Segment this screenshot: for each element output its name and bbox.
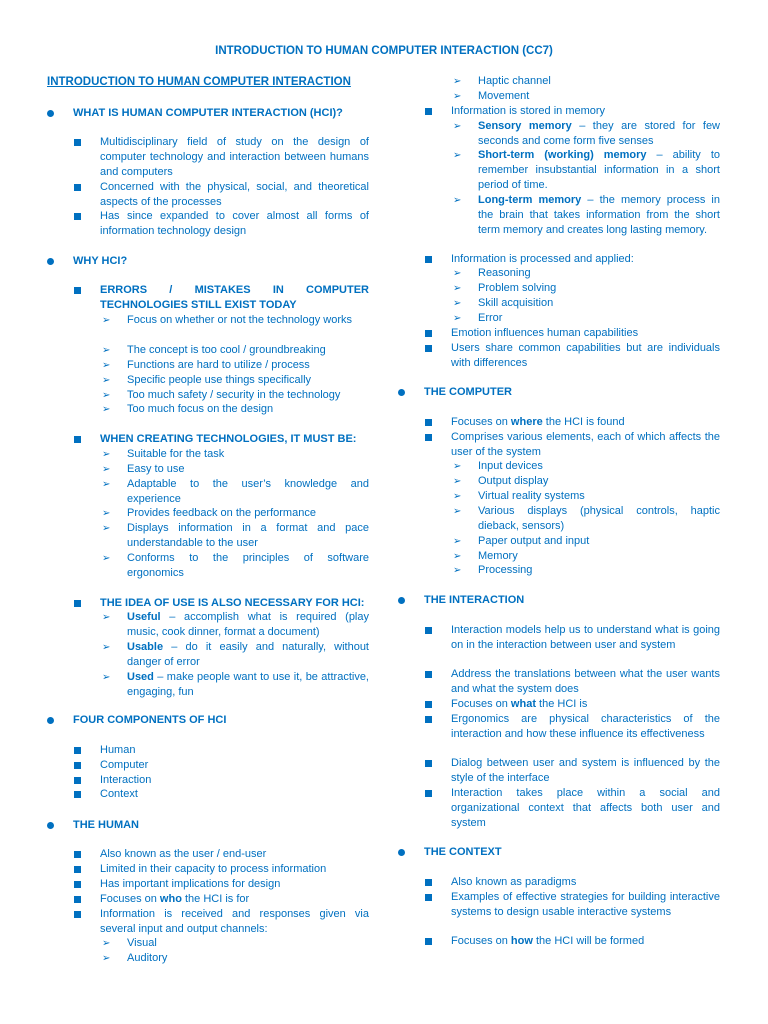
arrow-bullet-icon: ➢ [453, 195, 462, 206]
list-item: Interaction [100, 774, 152, 786]
square-bullet-icon [74, 881, 81, 888]
list-item: Suitable for the task [127, 448, 225, 460]
list-item: Memory [478, 550, 518, 562]
section-heading-why-hci: WHY HCI? [73, 255, 128, 267]
arrow-bullet-icon: ➢ [453, 283, 462, 294]
list-item: Ergonomics are physical characteristics of the interaction and how these influence its effectiveness [451, 713, 720, 740]
list-item: Movement [478, 90, 530, 102]
subheading-idea-of-use: THE IDEA OF USE IS ALSO NECESSARY FOR HCI: [100, 597, 365, 609]
subheading-errors: ERRORS / MISTAKES IN COMPUTER TECHNOLOGIES STILL EXIST TODAY [100, 284, 369, 311]
list-item: Dialog between user and system is influenced by the style of the interface [451, 757, 720, 784]
arrow-bullet-icon: ➢ [102, 612, 111, 623]
list-item: Various displays (physical controls, haptic dieback, sensors) [478, 505, 720, 532]
list-item: Focuses on who the HCI is for [100, 893, 250, 905]
square-bullet-icon [425, 256, 432, 263]
list-item: Virtual reality systems [478, 490, 585, 502]
list-item: Focuses on where the HCI is found [451, 416, 625, 428]
arrow-bullet-icon: ➢ [453, 76, 462, 87]
arrow-bullet-icon: ➢ [453, 491, 462, 502]
section-bullet-icon [47, 822, 54, 829]
square-bullet-icon [425, 419, 432, 426]
list-item: Comprises various elements, each of which affects the user of the system [451, 431, 720, 458]
list-item: Sensory memory – they are stored for few seconds and come form five senses [478, 120, 720, 147]
square-bullet-icon [425, 330, 432, 337]
arrow-bullet-icon: ➢ [102, 672, 111, 683]
list-item: Limited in their capacity to process information [100, 863, 327, 875]
square-bullet-icon [74, 287, 81, 294]
list-item: Focuses on what the HCI is [451, 698, 588, 710]
list-item: Information is stored in memory [451, 105, 606, 117]
list-item: Usable – do it easily and naturally, without danger of error [127, 641, 369, 668]
section-bullet-icon [398, 597, 405, 604]
list-item: Auditory [127, 952, 168, 964]
list-item: The concept is too cool / groundbreaking [127, 344, 326, 356]
arrow-bullet-icon: ➢ [453, 565, 462, 576]
list-item: Functions are hard to utilize / process [127, 359, 310, 371]
list-item: Adaptable to the user’s knowledge and experience [127, 478, 369, 505]
section-heading-human: THE HUMAN [73, 819, 139, 831]
subtitle: INTRODUCTION TO HUMAN COMPUTER INTERACTION [47, 76, 351, 88]
arrow-bullet-icon: ➢ [102, 390, 111, 401]
square-bullet-icon [425, 434, 432, 441]
section-bullet-icon [47, 258, 54, 265]
list-item: Error [478, 312, 503, 324]
section-heading-interaction: THE INTERACTION [424, 594, 525, 606]
arrow-bullet-icon: ➢ [102, 345, 111, 356]
list-item: Input devices [478, 460, 543, 472]
square-bullet-icon [74, 791, 81, 798]
square-bullet-icon [425, 108, 432, 115]
square-bullet-icon [74, 139, 81, 146]
list-item: Too much focus on the design [127, 403, 274, 415]
list-item: Concerned with the physical, social, and theoretical aspects of the processes [100, 181, 369, 208]
list-item: Paper output and input [478, 535, 590, 547]
section-bullet-icon [398, 389, 405, 396]
arrow-bullet-icon: ➢ [102, 404, 111, 415]
list-item: Visual [127, 937, 157, 949]
list-item: Focus on whether or not the technology works [127, 314, 353, 326]
list-item: Address the translations between what the user wants and what the system does [451, 668, 720, 695]
list-item: Focuses on how the HCI will be formed [451, 935, 645, 947]
arrow-bullet-icon: ➢ [453, 476, 462, 487]
square-bullet-icon [74, 911, 81, 918]
square-bullet-icon [425, 894, 432, 901]
list-item: Also known as the user / end-user [100, 848, 267, 860]
document-title: INTRODUCTION TO HUMAN COMPUTER INTERACTION (CC7) [215, 45, 553, 57]
square-bullet-icon [425, 879, 432, 886]
arrow-bullet-icon: ➢ [102, 642, 111, 653]
section-heading-context: THE CONTEXT [424, 846, 502, 858]
list-item: Context [100, 788, 138, 800]
section-bullet-icon [47, 717, 54, 724]
list-item: Provides feedback on the performance [127, 507, 316, 519]
arrow-bullet-icon: ➢ [102, 375, 111, 386]
subheading-must-be: WHEN CREATING TECHNOLOGIES, IT MUST BE: [100, 433, 357, 445]
square-bullet-icon [425, 938, 432, 945]
square-bullet-icon [74, 600, 81, 607]
list-item: Useful – accomplish what is required (play music, cook dinner, format a document) [127, 611, 369, 638]
square-bullet-icon [425, 671, 432, 678]
list-item: Examples of effective strategies for building interactive systems to design usable interactive systems [451, 891, 720, 918]
list-item: Interaction models help us to understand what is going on in the interaction between user and system [451, 624, 720, 651]
list-item: Displays information in a format and pace understandable to the user [127, 522, 369, 549]
list-item: Skill acquisition [478, 297, 554, 309]
square-bullet-icon [74, 866, 81, 873]
arrow-bullet-icon: ➢ [102, 508, 111, 519]
list-item: Users share common capabilities but are individuals with differences [451, 342, 720, 369]
list-item: Reasoning [478, 267, 531, 279]
list-item: Also known as paradigms [451, 876, 577, 888]
section-bullet-icon [47, 110, 54, 117]
list-item: Specific people use things specifically [127, 374, 312, 386]
list-item: Has important implications for design [100, 878, 281, 890]
square-bullet-icon [425, 760, 432, 767]
list-item: Human [100, 744, 136, 756]
list-item: Interaction takes place within a social and organizational context that affects both user and system [451, 787, 720, 829]
square-bullet-icon [425, 790, 432, 797]
arrow-bullet-icon: ➢ [453, 506, 462, 517]
square-bullet-icon [74, 896, 81, 903]
list-item: Output display [478, 475, 549, 487]
arrow-bullet-icon: ➢ [453, 268, 462, 279]
section-bullet-icon [398, 849, 405, 856]
list-item: Easy to use [127, 463, 185, 475]
arrow-bullet-icon: ➢ [453, 91, 462, 102]
arrow-bullet-icon: ➢ [102, 953, 111, 964]
square-bullet-icon [74, 213, 81, 220]
section-heading-computer: THE COMPUTER [424, 386, 512, 398]
list-item: Emotion influences human capabilities [451, 327, 639, 339]
arrow-bullet-icon: ➢ [453, 121, 462, 132]
square-bullet-icon [74, 851, 81, 858]
list-item: Used – make people want to use it, be attractive, engaging, fun [127, 671, 369, 698]
list-item: Too much safety / security in the technology [127, 389, 341, 401]
list-item: Conforms to the principles of software ergonomics [127, 552, 369, 579]
square-bullet-icon [74, 436, 81, 443]
arrow-bullet-icon: ➢ [453, 298, 462, 309]
square-bullet-icon [74, 762, 81, 769]
list-item: Information is received and responses given via several input and output channels: [100, 908, 369, 935]
arrow-bullet-icon: ➢ [453, 536, 462, 547]
list-item: Problem solving [478, 282, 557, 294]
section-heading-what-is-hci: WHAT IS HUMAN COMPUTER INTERACTION (HCI)? [73, 107, 343, 119]
arrow-bullet-icon: ➢ [102, 315, 111, 326]
list-item: Information is processed and applied: [451, 253, 634, 265]
arrow-bullet-icon: ➢ [102, 938, 111, 949]
square-bullet-icon [425, 345, 432, 352]
arrow-bullet-icon: ➢ [102, 360, 111, 371]
arrow-bullet-icon: ➢ [102, 449, 111, 460]
arrow-bullet-icon: ➢ [102, 523, 111, 534]
square-bullet-icon [425, 701, 432, 708]
arrow-bullet-icon: ➢ [453, 150, 462, 161]
list-item: Multidisciplinary field of study on the design of computer technology and interaction between humans and computers [100, 136, 369, 178]
list-item: Long-term memory – the memory process in the brain that takes information from the short term memory and creates long lasting memory. [478, 194, 720, 236]
section-heading-four-components: FOUR COMPONENTS OF HCI [73, 714, 227, 726]
square-bullet-icon [74, 184, 81, 191]
list-item: Processing [478, 564, 533, 576]
list-item: Haptic channel [478, 75, 551, 87]
square-bullet-icon [425, 627, 432, 634]
arrow-bullet-icon: ➢ [102, 553, 111, 564]
arrow-bullet-icon: ➢ [102, 479, 111, 490]
list-item: Has since expanded to cover almost all forms of information technology design [100, 210, 369, 237]
square-bullet-icon [74, 747, 81, 754]
list-item: Short-term (working) memory – ability to remember insubstantial information in a short period of time. [478, 149, 720, 191]
arrow-bullet-icon: ➢ [102, 464, 111, 475]
arrow-bullet-icon: ➢ [453, 313, 462, 324]
list-item: Computer [100, 759, 149, 771]
square-bullet-icon [74, 777, 81, 784]
arrow-bullet-icon: ➢ [453, 461, 462, 472]
arrow-bullet-icon: ➢ [453, 551, 462, 562]
square-bullet-icon [425, 716, 432, 723]
